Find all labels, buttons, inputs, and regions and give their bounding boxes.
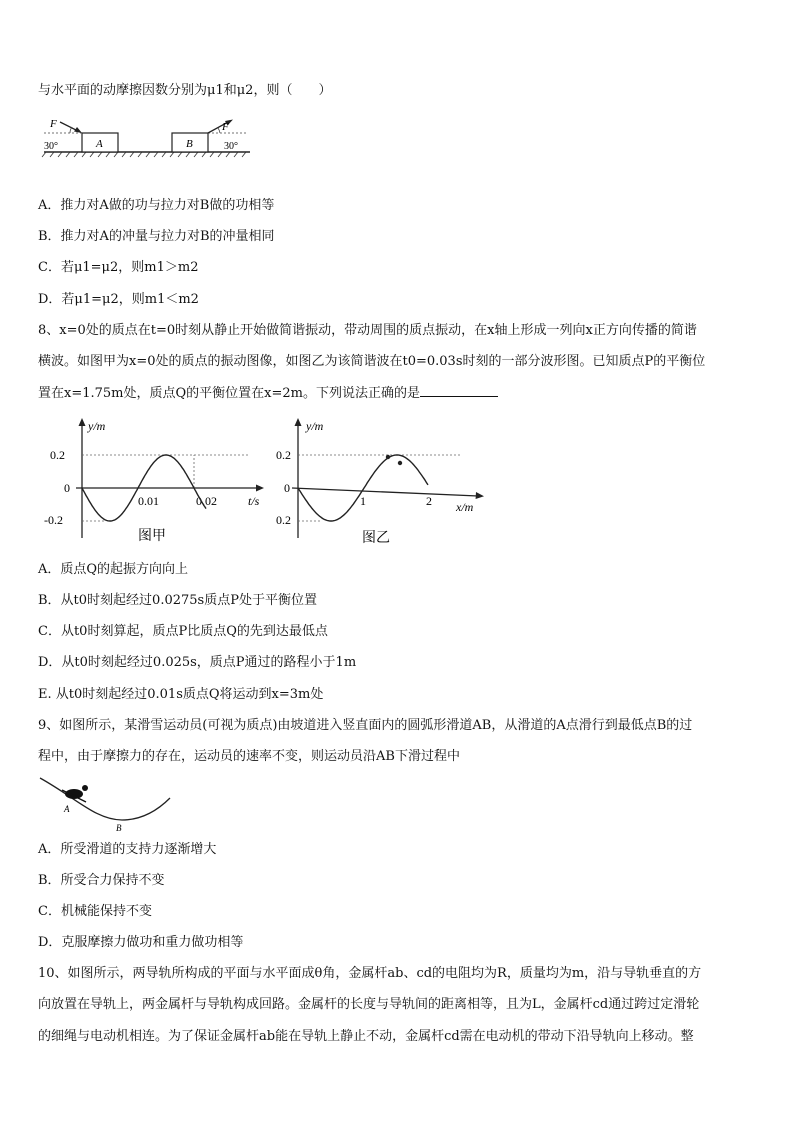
tick-y-bottom: 0.2 [276,513,291,527]
force-label-left: F [50,118,57,130]
block-b-label: B [186,138,193,150]
q10-stem-line-1: 10、如图所示，两导轨所构成的平面与水平面成θ角，金属杆ab、cd的电阻均为R，质量均为m，沿与导轨垂直的方 [38,966,702,981]
caption-yi: 图乙 [362,531,390,546]
q9-option-b: B．所受合力保持不变 [38,873,165,888]
tick-y-zero: 0 [284,481,290,495]
caption-jia: 图甲 [138,529,166,544]
x-axis-label: x/m [456,500,474,514]
point-a-label: A [64,804,70,814]
q9-option-a: A．所受滑道的支持力逐渐增大 [38,842,217,857]
answer-blank [420,384,498,397]
q9-figure-slope [36,774,186,834]
q9-stem-line-2: 程中，由于摩擦力的存在，运动员的速率不变，则运动员沿AB下滑过程中 [38,749,460,764]
tick-x-1: 1 [360,494,366,508]
y-axis-label: y/m [306,419,324,433]
x-axis [292,488,478,496]
q8-stem-line-2: 横波。如图甲为x=0处的质点的振动图像，如图乙为该简谐波在t0=0.03s时刻的一部分波形图。已知质点P的平衡位 [38,354,706,369]
q10-stem-line-2: 向放置在导轨上，两金属杆与导轨构成回路。金属杆的长度与导轨间的距离相等，且为L，金属杆cd通过跨过定滑轮 [38,997,700,1012]
force-label-right: F [222,121,229,133]
q9-option-d: D．克服摩擦力做功和重力做功相等 [38,935,244,950]
q8-option-d: D．从t0时刻起经过0.025s，质点P通过的路程小于1m [38,655,357,670]
q7-option-c: C．若μ1=μ2，则m1＞m2 [38,260,199,275]
q8-option-a: A．质点Q的起振方向向上 [38,562,189,577]
angle-label-left: 30° [44,141,58,152]
q9-option-c: C．机械能保持不变 [38,904,152,919]
tick-x-2: 2 [426,494,432,508]
q7-stem: 与水平面的动摩擦因数分别为μ1和μ2，则（ ） [38,83,332,98]
point-q [398,461,402,465]
point-p [386,455,390,459]
q7-option-d: D．若μ1=μ2，则m1＜m2 [38,292,199,307]
arc-track [40,778,170,820]
q8-option-e: E. 从t0时刻起经过0.01s质点Q将运动到x=3m处 [38,687,324,702]
tick-t-2: 0.02 [196,494,217,508]
q7-option-b: B．推力对A的冲量与拉力对B的冲量相同 [38,229,275,244]
q8-stem-line-1: 8、x=0处的质点在t=0时刻从静止开始做简谐振动，带动周围的质点振动，在x轴上形成一列向x正方向传播的简谐 [38,323,697,338]
q8-option-b: B．从t0时刻起经过0.0275s质点P处于平衡位置 [38,593,317,608]
q7-figure-blocks [36,118,256,158]
tick-y-zero: 0 [64,481,70,495]
tick-y-bottom: -0.2 [44,513,63,527]
angle-label-right: 30° [224,141,238,152]
q8-stem-line-3 [38,384,762,403]
y-axis-label: y/m [88,419,106,433]
q10-stem-line-3: 的细绳与电动机相连。为了保证金属杆ab能在导轨上静止不动，金属杆cd需在电动机的带动下沿导轨向上移动。整 [38,1029,694,1044]
q8-stem-line-3-text: 置在x=1.75m处，质点Q的平衡位置在x=2m。下列说法正确的是 [38,386,420,401]
tick-t-1: 0.01 [138,494,159,508]
q9-stem-line-1: 9、如图所示，某滑雪运动员(可视为质点)由坡道进入竖直面内的圆弧形滑道AB，从滑道的A点滑行到最低点B的过 [38,718,693,733]
point-b-label: B [116,823,122,833]
q8-option-c: C．从t0时刻算起，质点P比质点Q的先到达最低点 [38,624,328,639]
tick-y-top: 0.2 [50,448,65,462]
q8-figure-waveform [276,414,496,550]
block-a-label: A [96,138,103,150]
tick-y-top: 0.2 [276,448,291,462]
t-axis-label: t/s [248,494,260,508]
q7-option-a: A．推力对A做的功与拉力对B做的功相等 [38,198,275,213]
waveform-curve [298,455,428,521]
q8-figure-vibration [36,414,276,550]
